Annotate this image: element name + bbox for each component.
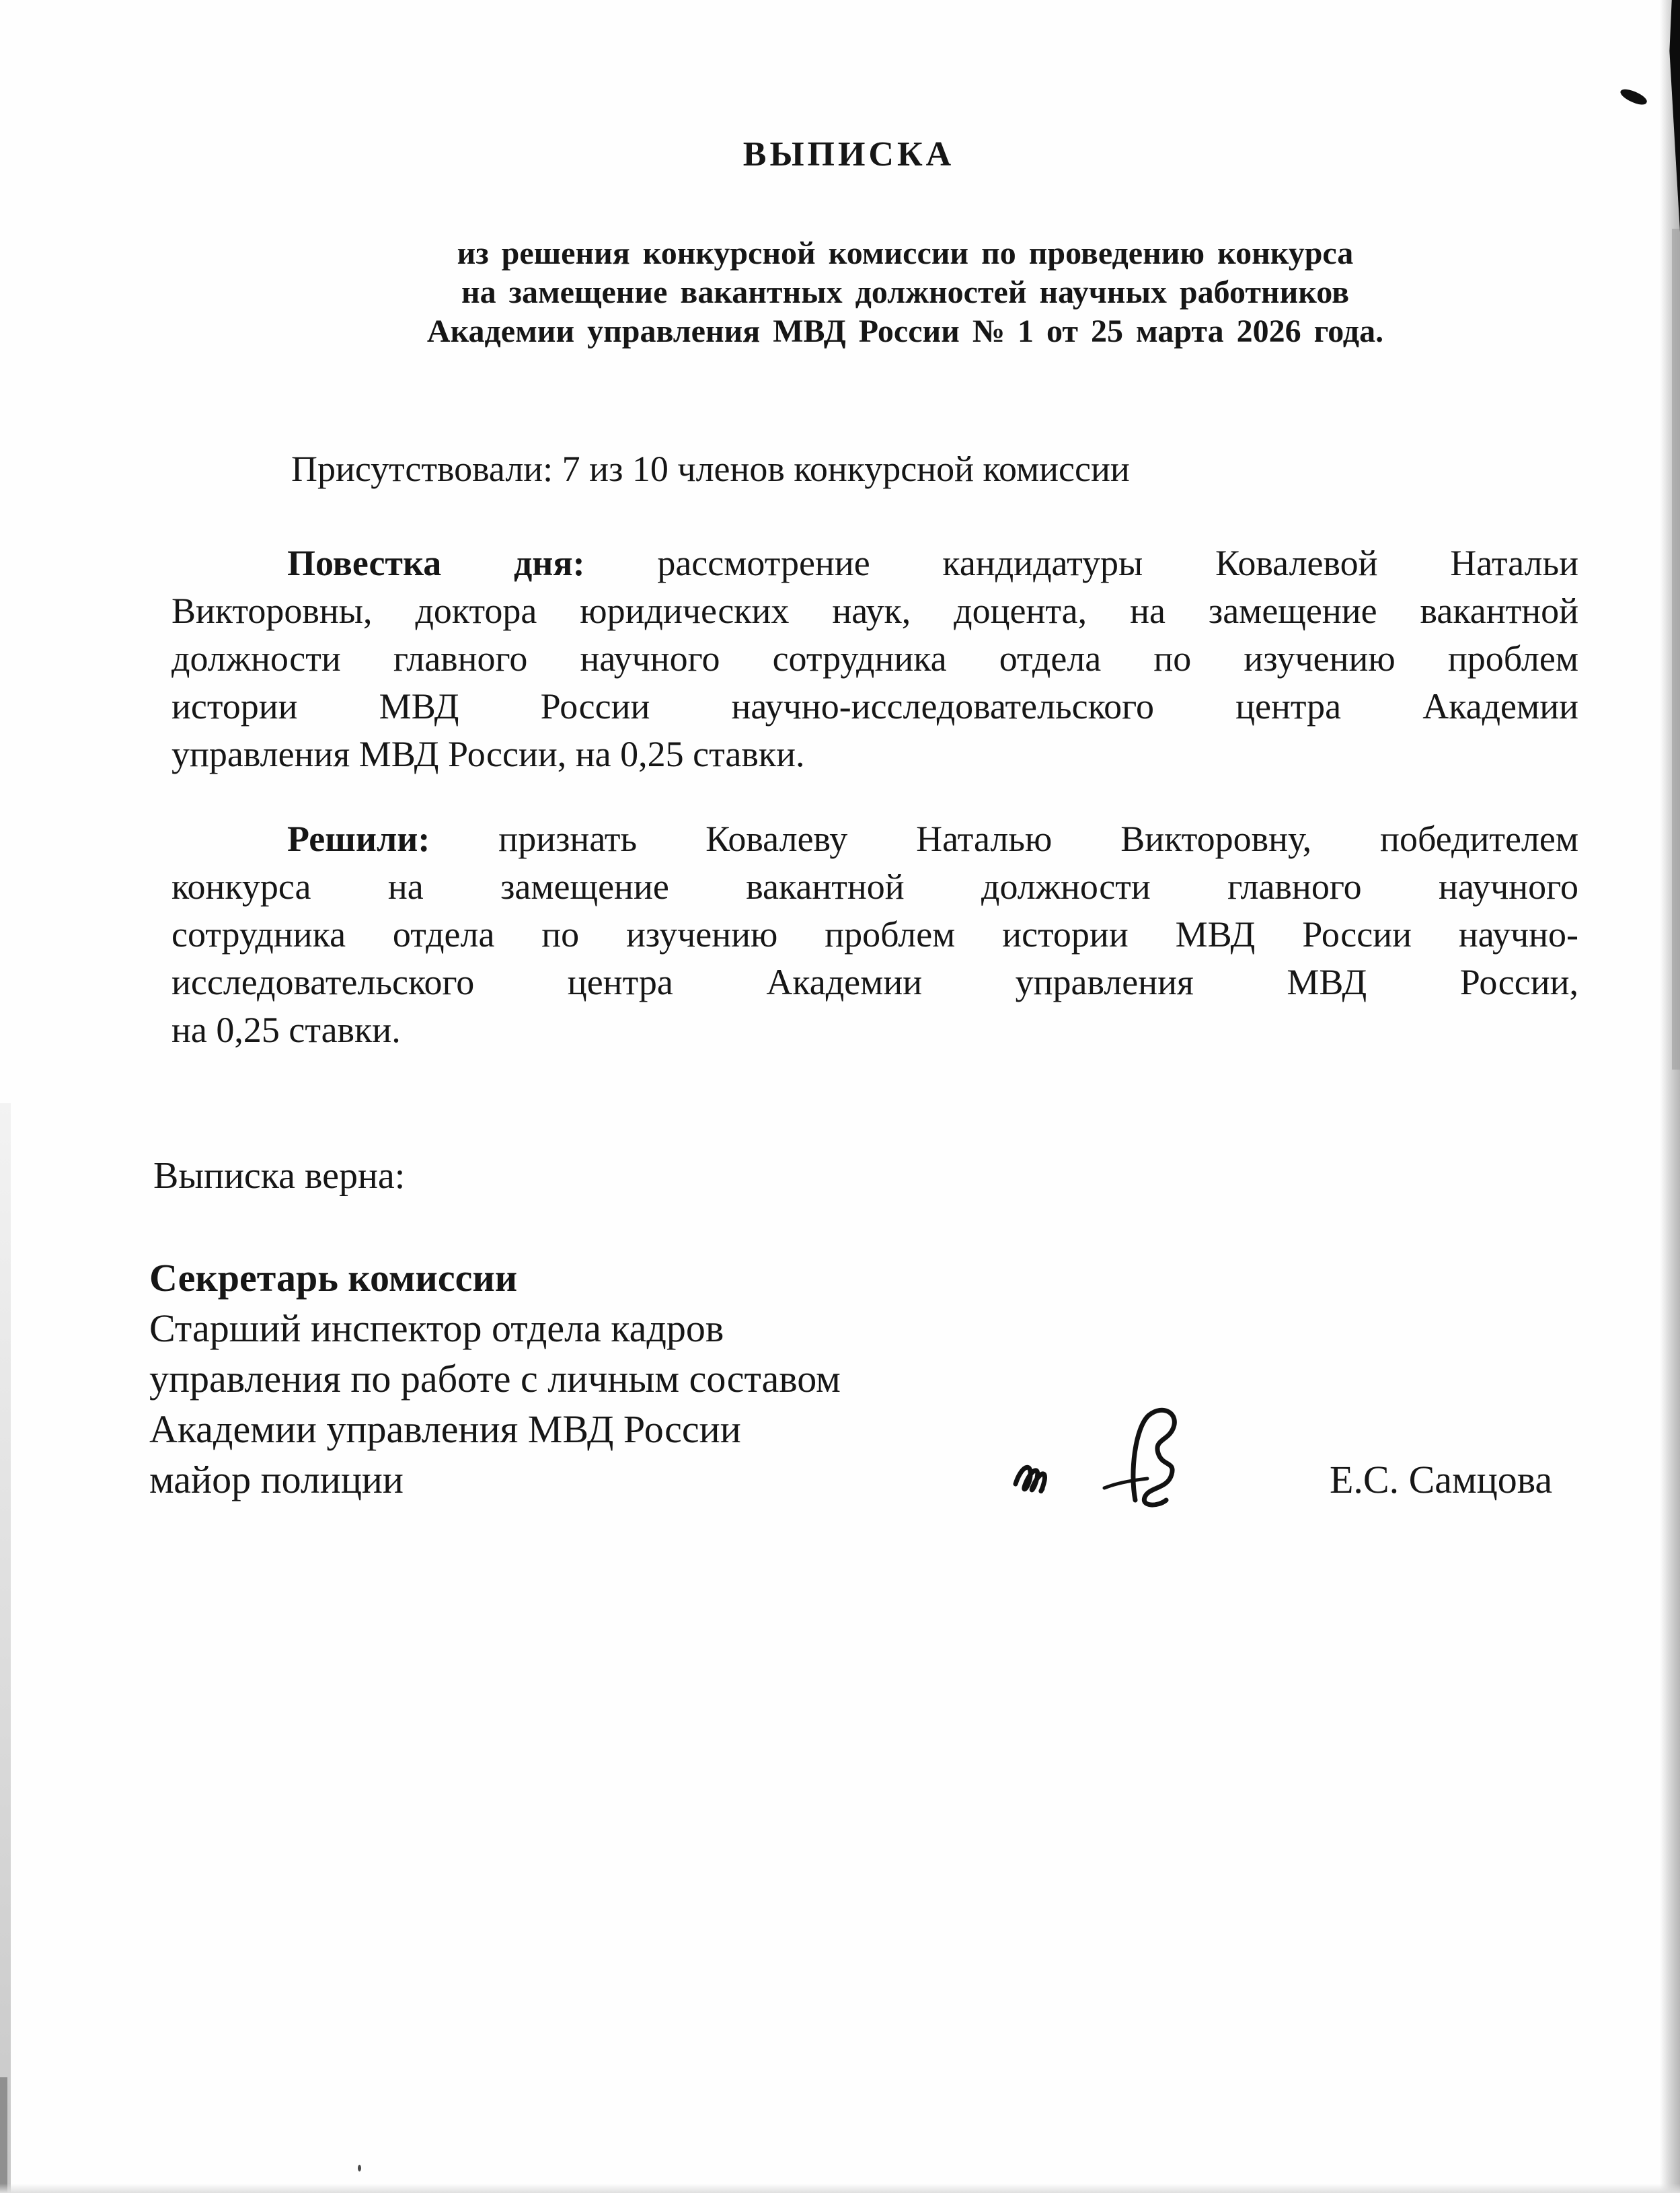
- decision-line: [171, 815, 1578, 863]
- signatory-block: [149, 1253, 1024, 1505]
- pen-stroke-icon: [1619, 85, 1649, 108]
- signatory-role-line: майор полиции: [149, 1458, 404, 1501]
- agenda-line: истории МВД России научно-исследовательского центра Академии: [171, 686, 1578, 727]
- agenda-line: должности главного научного сотрудника отдела по изучению проблем: [171, 638, 1578, 679]
- agenda-line: Викторовны, доктора юридических наук, доцента, на замещение вакантной: [171, 591, 1578, 631]
- signer-name: Е.С. Самцова: [1330, 1458, 1553, 1501]
- attendance-line: Присутствовали: 7 из 10 членов конкурсной комиссии: [291, 449, 1130, 489]
- decision-line: исследовательского центра Академии управления МВД России,: [171, 962, 1578, 1002]
- agenda-line: [171, 540, 1578, 587]
- decision-line: сотрудника отдела по изучению проблем истории МВД России научно-: [171, 914, 1578, 955]
- signatory-role-bold: Секретарь комиссии: [149, 1256, 518, 1300]
- decision-line: на 0,25 ставки.: [171, 1010, 401, 1050]
- agenda-paragraph: [171, 540, 1578, 778]
- scan-speck: [358, 2165, 361, 2171]
- agenda-line: управления МВД России, на 0,25 ставки.: [171, 734, 805, 774]
- document-subtitle: [202, 234, 1609, 351]
- scan-edge-left: [0, 1103, 11, 2193]
- subtitle-line: из решения конкурсной комиссии по проведению конкурса: [457, 235, 1354, 271]
- subtitle-line: Академии управления МВД России № 1 от 25 марта 2026 года.: [426, 313, 1384, 349]
- decision-first-line-rest: признать Ковалеву Наталью Викторовну, победителем: [498, 819, 1578, 859]
- signatory-role-line: Академии управления МВД России: [149, 1407, 741, 1451]
- decision-label: Решили:: [287, 819, 430, 859]
- agenda-label: Повестка дня:: [287, 543, 585, 583]
- scan-edge-bottom: [0, 2184, 1680, 2193]
- signature-icon: [1003, 1405, 1225, 1512]
- signatory-role-line: Старший инспектор отдела кадров: [149, 1306, 724, 1350]
- document-title: ВЫПИСКА: [742, 135, 955, 174]
- agenda-first-line-rest: рассмотрение кандидатуры Ковалевой Натальи: [657, 543, 1578, 583]
- scan-edge-right-dark: [1672, 229, 1680, 1070]
- scan-edge-left-dark: [0, 2077, 7, 2193]
- decision-paragraph: [171, 815, 1578, 1054]
- certification-line: Выписка верна:: [153, 1155, 406, 1197]
- decision-line: конкурса на замещение вакантной должности главного научного: [171, 866, 1578, 907]
- subtitle-line: на замещение вакантных должностей научных работников: [461, 274, 1349, 310]
- signatory-role-line: управления по работе с личным составом: [149, 1357, 841, 1401]
